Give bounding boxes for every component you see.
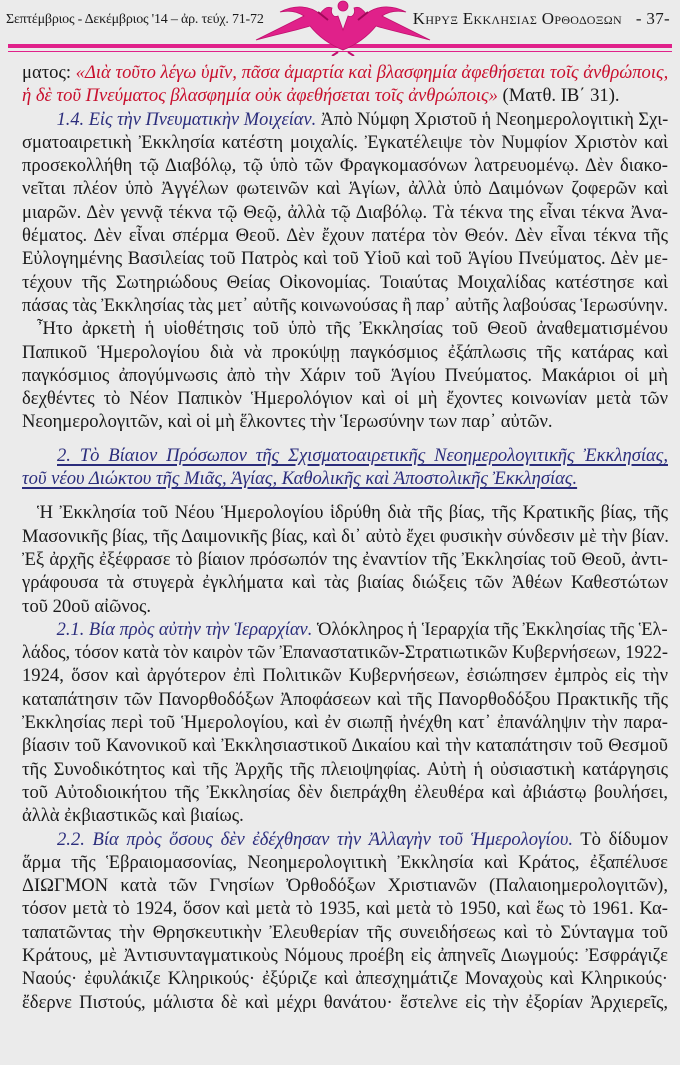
scripture-quote: ἡ δὲ τοῦ Πνεύματος βλασφημία οὐκ ἀφεθήσεται τοῖς ἀνθρώποις»	[22, 85, 498, 107]
text-run: Παπικοῦ Ἡμερολογίου διὰ νὰ προκύψῃ παγκόσμιος ἐξάπλωσις τῆς κατάρας καὶ	[22, 341, 668, 363]
text-line	[22, 734, 668, 757]
text-line	[22, 201, 668, 224]
text-line	[22, 664, 668, 687]
text-run: παγκόσμιος ἀπογύμνωσις ἀπὸ τὴν Χάριν τοῦ Ἁγίου Πνεύματος. Μακάριοι οἱ μὴ	[22, 364, 668, 386]
paragraph	[22, 317, 668, 433]
text-run: τοῦ Αὐτοδιοικήτου τῆς Ἐκκλησίας δὲν διεπράχθη ἐλευθέρα καὶ ἀβιάστῳ βουλήσει,	[22, 781, 668, 803]
text-line	[22, 444, 668, 467]
text-run: Νεοημερολογιτῶν, καὶ οἱ μὴ ἕλκοντες τὴν Ἱερωσύνην των παρ᾽ αὐτῶν.	[22, 411, 553, 433]
text-run: βίασιν τοῦ Κανονικοῦ καὶ Ἐκκλησιαστικοῦ Δικαίου καὶ τὴν καταπάτησιν τοῦ Θεσμοῦ	[22, 735, 668, 757]
text-line	[22, 921, 668, 944]
text-run: δεχθέντες τὸ Νέον Παπικὸν Ἡμερολόγιον καὶ οἱ μὴ ἔχοντες κοινωνίαν μετὰ τῶν	[22, 388, 668, 410]
text-run: τῆς Συνοδικότητος καὶ τῆς Ἀρχῆς τῆς πλειοψηφίας. Αὐτὴ ἡ οὐσιαστικὴ κατάργησις	[22, 758, 668, 780]
page-number: - 37-	[635, 9, 670, 28]
text-run: ΔΙΩΓΜΟΝ κατὰ τῶν Γνησίων Ὀρθοδόξων Χριστιανῶν (Παλαιοημερολογιτῶν),	[22, 875, 668, 897]
text-line	[22, 61, 668, 84]
text-run: μιαρῶν. Δὲν γεννᾷ τέκνα τῷ Θεῷ, ἀλλὰ τῷ Διαβόλῳ. Τὰ τέκνα της εἶναι τέκνα Ἀνα-	[22, 201, 668, 223]
text-run: ταπατῶντας τὴν Θρησκευτικὴν Ἐλευθερίαν τῆς συνειδήσεως καὶ τὸ Σύνταγμα τοῦ	[22, 921, 668, 943]
subsection-heading: 2.1. Βία πρὸς αὐτὴν τὴν Ἱεραρχίαν.	[56, 618, 313, 640]
text-line	[22, 177, 668, 200]
text-line	[22, 944, 668, 967]
paragraph	[22, 108, 668, 318]
double-headed-eagle-icon	[248, 0, 438, 56]
text-line	[22, 84, 668, 107]
text-line	[22, 467, 668, 490]
text-run: ἅρμα τῆς Ἑβραιομασονίας, Νεοημερολογιτικὴ Ἐκκλησία καὶ Κράτος, ἐξαπέλυσε	[22, 851, 668, 873]
text-line	[22, 595, 668, 618]
text-run: ἀλλὰ ἐκβιαστικῶς καὶ βιαίως.	[22, 805, 244, 827]
text-line	[22, 618, 680, 641]
text-run: Εὐλογημένης Βασιλείας τοῦ Πατρὸς καὶ τοῦ Υἱοῦ καὶ τοῦ Ἁγίου Πνεύματος. Δὲν με-	[22, 248, 668, 270]
paragraph	[22, 828, 668, 1014]
text-line	[22, 271, 668, 294]
text-run: Τὸ δίδυμον	[573, 828, 668, 850]
text-line	[22, 548, 668, 571]
text-line	[22, 501, 668, 524]
text-run: γράφουσα τὰ στυγερὰ ἐγκλήματα καὶ τὰς βιαίας διώξεις τῶν Ἀθέων Καθεστώτων	[22, 572, 668, 594]
text-line	[22, 991, 668, 1014]
paragraph	[22, 618, 668, 828]
text-line	[22, 387, 668, 410]
subsection-heading: 1.4. Εἰς τὴν Πνευματικὴν Μοιχείαν.	[56, 108, 317, 130]
text-run: Ὁλόκληρος ἡ Ἱεραρχία τῆς Ἐκκλησίας τῆς Ἑλ-	[312, 618, 668, 640]
text-line	[22, 364, 668, 387]
journal-title: Κηρυξ Εκκλησιας Ορθοδοξων	[412, 9, 622, 28]
text-run: Ἐξ ἀρχῆς ἐξέφρασε τὸ βίαιον πρόσωπόν της ἐναντίον τῆς Ἐκκλησίας τοῦ Θεοῦ, ἀντι-	[22, 548, 668, 570]
text-run: θέματος. Δὲν εἶναι σπέρμα Θεοῦ. Δὲν ἔχουν πατέρα τὸν Θεόν. Δὲν εἶναι τέκνα τῆς	[22, 225, 668, 247]
text-run: ἔδερνε Πιστούς, μάλιστα δὲ καὶ μέχρι θανάτου· ἔστελνε εἰς τὴν ἐξορίαν Ἀρχιερεῖς,	[22, 991, 668, 1013]
scripture-quote: «Διὰ τοῦτο λέγω ὑμῖν, πᾶσα ἁμαρτία καὶ βλασφημία ἀφεθήσεται τοῖς ἀνθρώποις,	[75, 62, 669, 83]
text-run: ματος:	[22, 62, 76, 83]
article-body	[22, 61, 668, 1014]
text-run: (Ματθ. ΙΒ΄ 31).	[497, 85, 620, 107]
section-heading-block	[22, 444, 668, 491]
text-line	[22, 758, 668, 781]
text-line	[22, 828, 668, 851]
text-run: σματοαιρετικὴ Ἐκκλησία κατέστη μοιχαλίς. Ἐγκατέλειψε τὸν Νυμφίον Χριστὸν καὶ	[22, 131, 668, 153]
text-run: προσεκολλήθη τῷ Διαβόλῳ, τῷ ὑπὸ τῶν Φραγκομασόνων λατρευομένῳ. Δὲν διακο-	[22, 155, 668, 177]
text-run: τέχουν τῆς Σωτηριώδους Θείας Οἰκονομίας. Τοιαύτας Μοιχαλίδας κατέστησε καὶ	[22, 271, 668, 293]
text-run: πάσας τὰς Ἐκκλησίας τὰς μετ᾽ αὐτῆς κοινωνούσας ἢ παρ᾽ αὐτῆς λαβούσας Ἱερωσύνην.	[22, 294, 668, 316]
text-run: Ἡ Ἐκκλησία τοῦ Νέου Ἡμερολογίου ἱδρύθη διὰ τῆς βίας, τῆς Κρατικῆς βίας, τῆς	[37, 502, 668, 524]
text-line	[22, 294, 668, 317]
text-run: τόσον μετὰ τὸ 1924, ὅσον καὶ μετὰ τὸ 1935, καὶ μετὰ τὸ 1950, καὶ ἕως τὸ 1961. Κα-	[22, 898, 668, 920]
text-run: 1924, ὅσον καὶ ἀργότερον ἐπὶ Πολιτικῶν Κυβερνήσεων, ἐσιώπησεν ἐμπρὸς εἰς τὴν	[22, 665, 668, 687]
text-line	[22, 317, 668, 340]
text-line	[22, 341, 668, 364]
text-line	[22, 525, 668, 548]
text-line	[22, 108, 680, 131]
paragraph	[22, 501, 668, 617]
section-heading: 2. Τὸ Βίαιον Πρόσωπον τῆς Σχισματοαιρετικῆς Νεοημερολογιτικῆς Ἐκκλησίας,	[57, 444, 668, 466]
text-line	[22, 224, 668, 247]
text-line	[22, 874, 668, 897]
text-run: Ναούς· ἐφυλάκιζε Κληρικούς· ἐξύριζε καὶ ἀπεσχημάτιζε Μοναχοὺς καὶ Κληρικούς·	[22, 968, 668, 990]
text-run: Μασονικῆς βίας, τῆς Δαιμονικῆς βίας, καὶ δι᾽ αὐτὸ ἔχει φυσικὴν σύνδεσιν μὲ τὴν βίαν.	[22, 525, 669, 547]
text-run: Ἀπὸ Νύμφη Χριστοῦ ἡ Νεοημερολογιτικὴ Σχι-	[316, 108, 669, 130]
text-run: λάδος, τόσον κατὰ τὸν καιρὸν τῶν Ἐπαναστατικῶν-Στρατιωτικῶν Κυβερνήσεων, 1922-	[22, 642, 669, 664]
text-line	[22, 897, 668, 920]
text-run: Κράτους, μὲ Ἀντισυνταγματικοὺς Νόμους προέβη εἰς ἀπηνεῖς Διωγμούς: Ἐσφράγιζε	[22, 944, 668, 966]
text-run: Ἦτο ἀρκετὴ ἡ υἱοθέτησις τοῦ ὑπὸ τῆς Ἐκκλησίας τοῦ Θεοῦ ἀναθεματισμένου	[37, 318, 668, 340]
text-line	[22, 154, 668, 177]
text-line	[22, 641, 668, 664]
text-line	[22, 781, 668, 804]
text-line	[22, 131, 668, 154]
text-line	[22, 711, 668, 734]
text-run: νεῖται πλέον ὑπὸ Ἀγγέλων φωτεινῶν καὶ Ἁγίων, ἀλλὰ ὑπὸ Δαιμόνων ζοφερῶν καὶ	[22, 178, 668, 200]
text-line	[22, 688, 668, 711]
issue-info: Σεπτέμβριος - Δεκέμβριος '14 – ἀρ. τεύχ. 71-72	[6, 12, 264, 27]
text-line	[22, 410, 668, 433]
text-run: Ἐκκλησίας περὶ τοῦ Ἡμερολογίου, καὶ ἐν σιωπῇ ἠνέχθη κατ᾽ ἐπανάληψιν τὴν παρα-	[22, 712, 668, 734]
section-heading: τοῦ νέου Διώκτου τῆς Μιᾶς, Ἁγίας, Καθολικῆς καὶ Ἀποστολικῆς Ἐκκλησίας.	[22, 468, 578, 490]
text-line	[22, 804, 668, 827]
paragraph	[22, 61, 668, 108]
text-line	[22, 247, 668, 270]
text-run: καταπάτησιν τῶν Πανορθοδόξων Ἀποφάσεων καὶ τῆς Πανορθοδόξου Πρακτικῆς τῆς	[22, 688, 668, 710]
text-line	[22, 851, 668, 874]
text-line	[22, 571, 668, 594]
running-header	[413, 9, 670, 29]
text-run: τοῦ 20οῦ αἰῶνος.	[22, 595, 152, 617]
subsection-heading: 2.2. Βία πρὸς ὅσους δὲν ἐδέχθησαν τὴν Ἀλλαγὴν τοῦ Ἡμερολογίου.	[57, 828, 574, 850]
text-line	[22, 967, 668, 990]
